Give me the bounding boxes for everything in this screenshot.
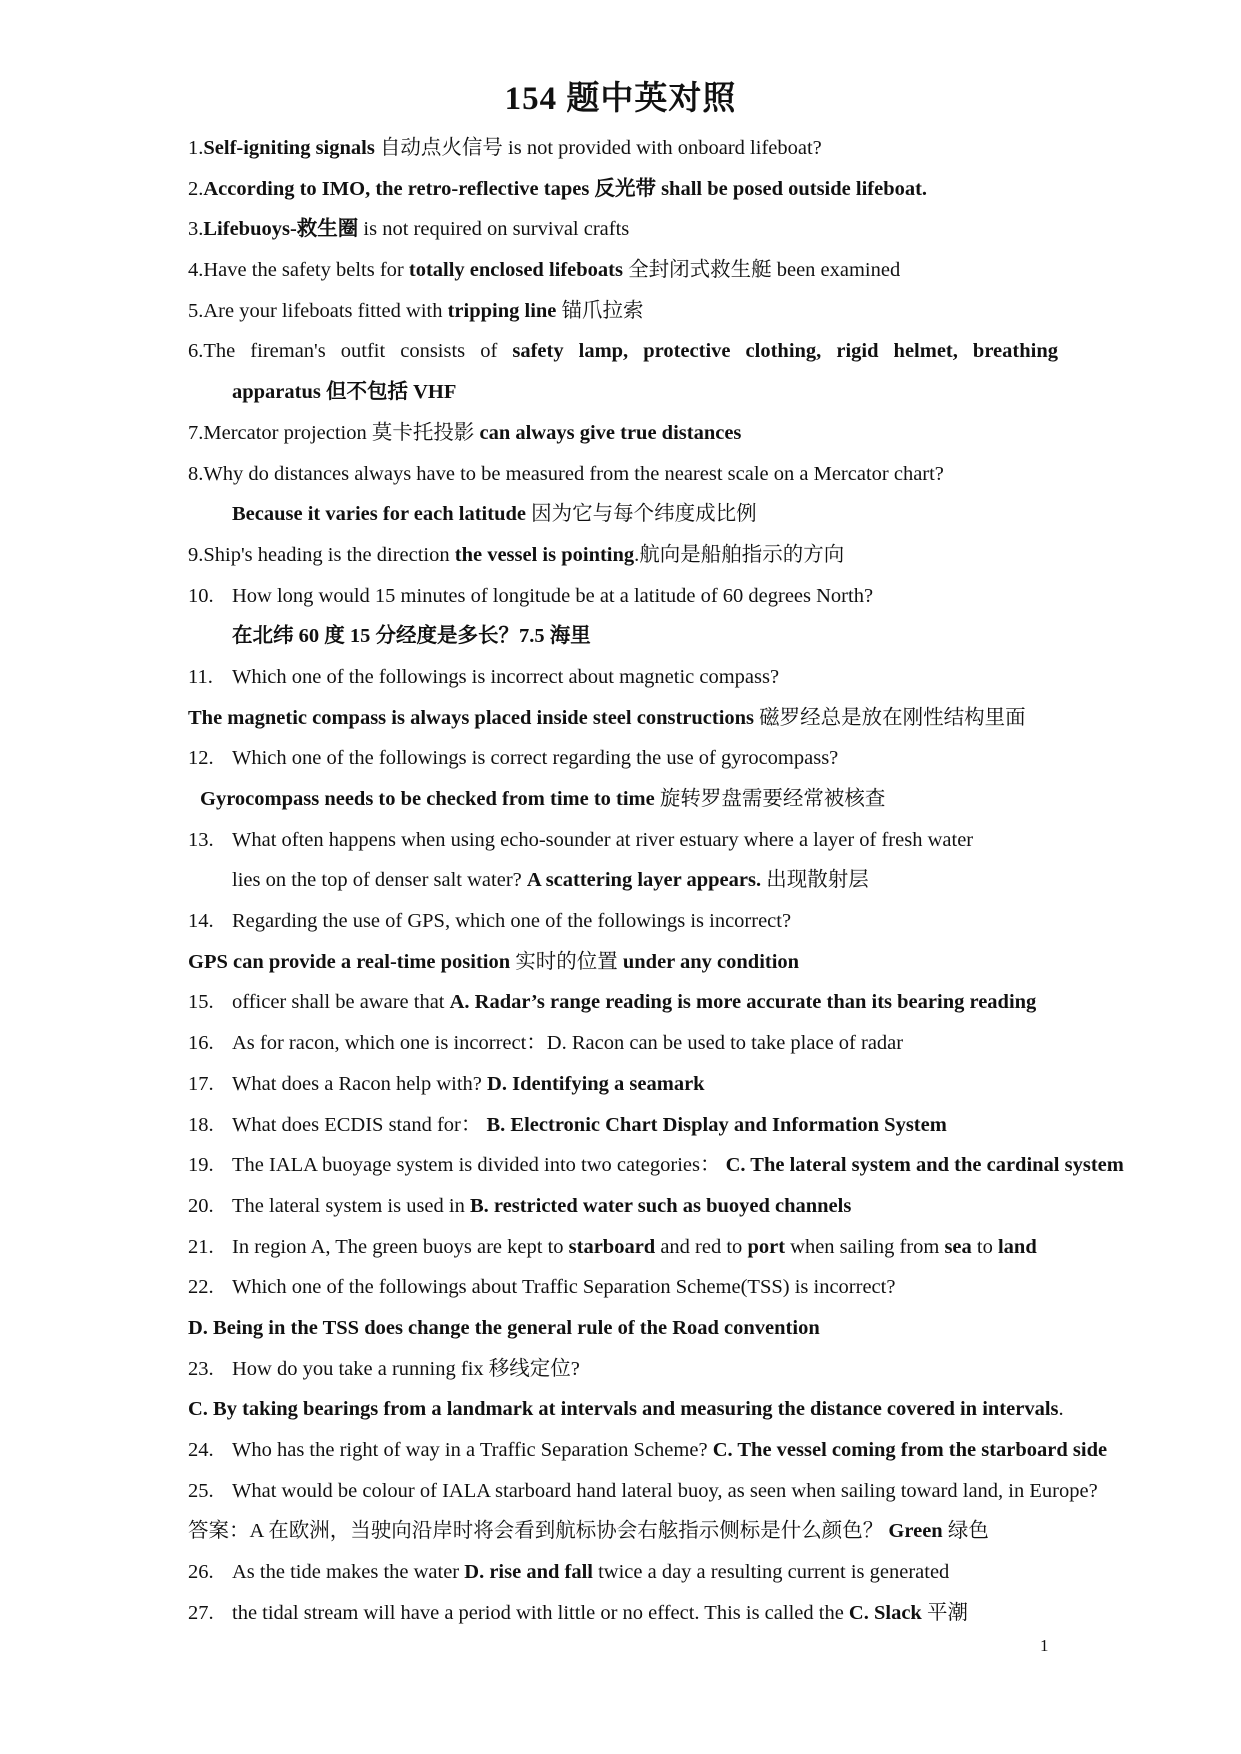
text-line [188,1064,1218,1105]
plain-text: What does ECDIS stand for： [232,1113,487,1136]
bold-text: Green [888,1520,943,1543]
plain-text: The lateral system is used in [232,1194,470,1217]
text-line [188,779,1218,820]
bold-text: D. rise and fall [464,1561,593,1584]
plain-text: when sailing from [785,1235,945,1258]
bold-text: D. Identifying a seamark [487,1072,705,1095]
item-number: 18. [188,1113,214,1136]
item-number: 15. [188,991,214,1014]
item-number: 25. [188,1479,214,1502]
plain-text: Which one of the followings is correct regarding the use of gyrocompass? [232,747,839,770]
text-line [188,982,1218,1023]
item-number: 3. [188,218,204,241]
bold-text: land [997,1235,1037,1258]
text-line [188,535,1218,576]
plain-text: twice a day a resulting current is generated [592,1561,950,1584]
item-number: 11. [188,665,213,688]
plain-text: Who has the right of way in a Traffic Separation Scheme? [232,1439,713,1461]
text-line [188,1227,1218,1268]
plain-text: Have the safety belts for [203,259,409,282]
plain-text: Mercator projection 莫卡托投影 [203,421,480,444]
item-number: 20. [188,1194,214,1217]
bold-text: apparatus 但不包括 VHF [232,381,457,404]
bold-text: D. Being in the TSS does change the general rule of the Road convention [188,1316,820,1339]
bold-text: C. The vessel coming from the starboard side [712,1439,1108,1461]
plain-text: Which one of the followings about Traffic Separation Scheme(TSS) is incorrect? [232,1276,896,1299]
text-line [188,331,1058,372]
plain-text: .航向是船舶指示的方向 [634,543,845,566]
bold-text: Gyrocompass needs to be checked from time to time [200,788,655,810]
item-number: 22. [188,1276,214,1299]
text-line [188,1105,1218,1146]
plain-text: As the tide makes the water [232,1561,465,1584]
plain-text: to [971,1235,998,1258]
plain-text: 锚爪拉索 [556,299,644,322]
item-number: 13. [188,828,214,851]
plain-text: officer shall be aware that [232,991,450,1014]
bold-text: B. restricted water such as buoyed channels [469,1194,852,1217]
plain-text: the tidal stream will have a period with little or no effect. This is called the [232,1601,849,1624]
plain-text: 因为它与每个纬度成比例 [525,503,757,526]
page-title: 154 题中英对照 [504,81,737,117]
item-number: 9. [188,543,204,566]
bold-text: port [747,1235,786,1258]
text-line [188,128,1218,169]
plain-text: Regarding the use of GPS, which one of the followings is incorrect? [232,910,792,933]
text-line [188,1023,1218,1064]
plain-text: What would be colour of IALA starboard hand lateral buoy, as seen when sailing toward land, in Europe? [232,1479,1098,1502]
text-line [188,372,1218,413]
item-number: 14. [188,910,214,933]
text-line [188,1552,1218,1593]
item-number: 27. [188,1601,214,1624]
item-number: 4. [188,259,204,282]
item-number: 10. [188,584,214,607]
text-line [188,616,1218,657]
text-line [188,1511,1218,1552]
text-line [188,860,1218,901]
plain-text: 磁罗经总是放在刚性结构里面 [754,706,1026,729]
text-line [188,1186,1218,1227]
item-number: 17. [188,1072,214,1095]
bold-text: GPS can provide a real-time position [188,950,511,973]
plain-text: 出现散射层 [761,869,869,892]
text-line [188,1267,1218,1308]
text-line [188,250,1218,291]
text-line [188,576,1218,617]
bold-text: The magnetic compass is always placed inside steel constructions [188,706,755,729]
plain-text: 全封闭式救生艇 been examined [622,259,901,282]
item-number: 8. [188,462,204,485]
bold-text: under any condition [622,950,800,973]
item-number: 12. [188,747,214,770]
plain-text: Are your lifeboats fitted with [203,299,448,322]
item-number: 21. [188,1235,214,1258]
text-line [188,1389,1218,1430]
text-line [188,1145,1218,1186]
plain-text: lies on the top of denser salt water? [232,869,527,892]
item-number: 19. [188,1154,214,1177]
item-number: 1. [188,137,204,159]
text-line [188,942,1218,983]
bold-text: According to IMO, the retro-reflective tapes 反光带 shall be posed outside lifeboat. [203,177,928,200]
plain-text: Why do distances always have to be measured from the nearest scale on a Mercator chart? [203,462,944,485]
bold-text: C. By taking bearings from a landmark at intervals and measuring the distance covered in intervals [188,1398,1059,1421]
bold-text: can always give true distances [479,421,742,444]
text-line [188,169,1218,210]
text-line [188,738,1218,779]
plain-text: How long would 15 minutes of longitude be at a latitude of 60 degrees North? [232,584,874,607]
text-line [188,209,1218,250]
item-number: 24. [188,1439,214,1461]
plain-text: 绿色 [942,1520,989,1543]
plain-text: As for racon, which one is incorrect：D. Racon can be used to take place of radar [232,1032,904,1055]
plain-text: How do you take a running fix 移线定位? [232,1357,580,1380]
bold-text: starboard [568,1235,656,1258]
text-line [188,1471,1218,1512]
item-number: 6. [188,340,204,363]
item-number: 26. [188,1561,214,1584]
item-number: 23. [188,1357,214,1380]
plain-text: 自动点火信号 is not provided with onboard lifeboat? [374,137,822,159]
plain-text: What often happens when using echo-sounder at river estuary where a layer of fresh water [232,828,974,851]
text-line [188,1349,1218,1390]
plain-text: 旋转罗盘需要经常被核查 [654,788,886,810]
item-number: 7. [188,421,204,444]
text-line [188,494,1218,535]
plain-text: Which one of the followings is incorrect about magnetic compass? [232,665,780,688]
text-line [188,1308,1218,1349]
question-list [188,128,1218,1633]
text-line [188,657,1218,698]
text-line [188,1593,1218,1634]
bold-text: Because it varies for each latitude [232,503,526,526]
plain-text: In region A, The green buoys are kept to [232,1235,569,1258]
bold-text: C. Slack [848,1601,922,1624]
text-line [188,291,1218,332]
plain-text: 答案：A 在欧洲，当驶向沿岸时将会看到航标协会右舷指示侧标是什么颜色？ [188,1520,889,1543]
text-line [188,698,1218,739]
plain-text: . [1058,1398,1064,1421]
item-number: 5. [188,299,204,322]
plain-text: and red to [655,1235,748,1258]
bold-text: sea [944,1235,972,1258]
item-number: 16. [188,1032,214,1055]
bold-text: totally enclosed lifeboats [408,259,623,282]
bold-text: tripping line [447,299,557,322]
text-line [188,1430,1218,1471]
bold-text: Self-igniting signals [203,137,375,159]
bold-text: 在北纬 60 度 15 分经度是多长？7.5 海里 [232,625,591,648]
bold-text: A scattering layer appears. [526,869,762,892]
text-line [188,820,1218,861]
plain-text: The fireman's outfit consists of [203,340,513,363]
plain-text: Ship's heading is the direction [203,543,455,566]
item-number: 2. [188,177,204,200]
text-line [188,413,1218,454]
plain-text: 实时的位置 [510,950,623,973]
plain-text: is not required on survival crafts [358,218,630,241]
bold-text: C. The lateral system and the cardinal system [725,1154,1124,1177]
bold-text: B. Electronic Chart Display and Information System [486,1113,947,1136]
bold-text: the vessel is pointing [454,543,635,566]
bold-text: A. Radar’s range reading is more accurate than its bearing reading [449,991,1037,1014]
text-line [188,901,1218,942]
plain-text: 平潮 [921,1601,968,1624]
bold-text: safety lamp, protective clothing, rigid helmet, breathing [512,340,1058,363]
plain-text: The IALA buoyage system is divided into two categories： [232,1154,726,1177]
plain-text: What does a Racon help with? [232,1072,488,1095]
text-line [188,454,1218,495]
page-number: 1 [1040,1636,1049,1655]
bold-text: Lifebuoys-救生圈 [203,218,359,241]
